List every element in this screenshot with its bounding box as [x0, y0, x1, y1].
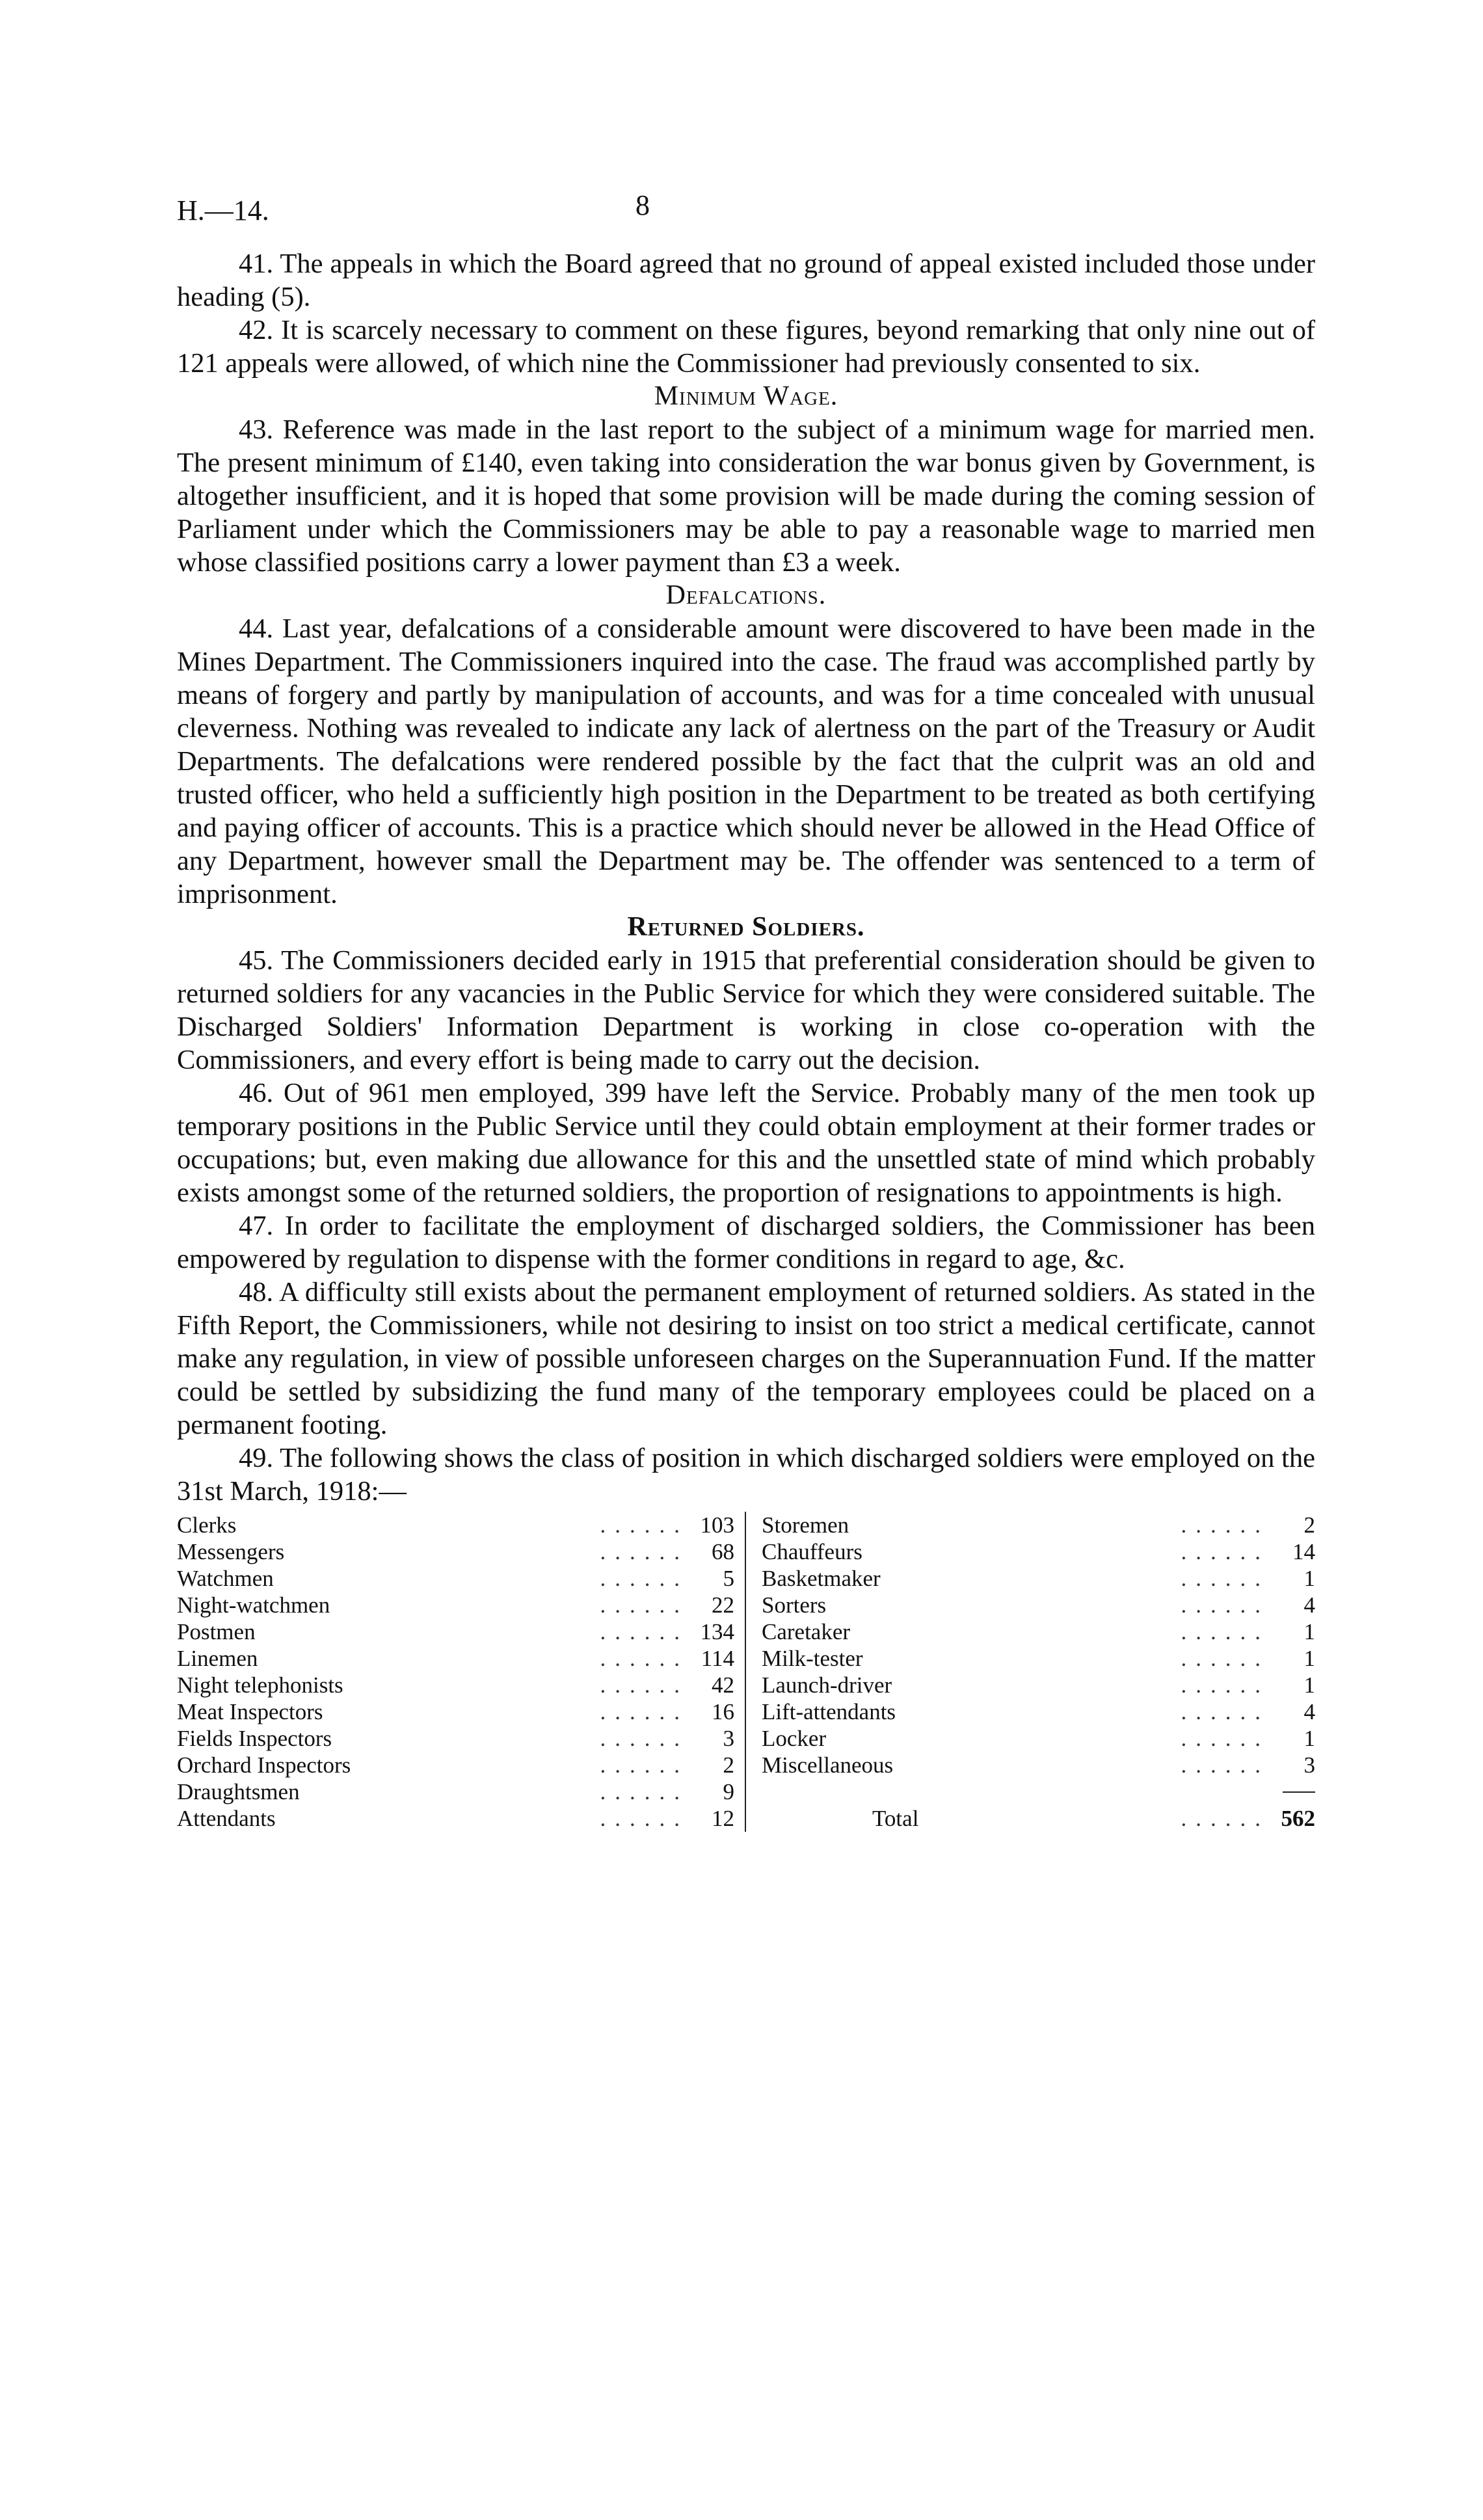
- table-row: [762, 1592, 1315, 1618]
- positions-table-right-column: [746, 1512, 1315, 1832]
- row-label: Basketmaker: [762, 1566, 881, 1591]
- leader-dots: ......: [1181, 1512, 1270, 1538]
- table-row: [177, 1565, 734, 1592]
- positions-table-left-column: [177, 1512, 746, 1832]
- heading-returned-soldiers: Returned Soldiers.: [627, 912, 865, 942]
- leader-dots: ......: [600, 1539, 689, 1564]
- paragraph-48: 48. A difficulty still exists about the permanent employment of returned soldiers. As stated in the Fifth Report, the Commissioners, while not desiring to insist on too strict a medical certificate, cannot make any regulation, in view of possible unforeseen charges on the Superannuation Fund. If the matter could be settled by subsidizing the fund many of the temporary employees could be placed on a permanent footing.: [177, 1277, 1315, 1440]
- table-row: [762, 1538, 1315, 1565]
- table-row: [762, 1752, 1315, 1778]
- row-value: 5: [723, 1566, 734, 1591]
- leader-dots: ......: [600, 1806, 689, 1831]
- row-label: Lift-attendants: [762, 1699, 896, 1724]
- heading-defalcations: Defalcations.: [665, 580, 827, 610]
- paragraph-41: 41. The appeals in which the Board agreed that no ground of appeal existed included those under heading (5).: [177, 248, 1315, 312]
- table-row: [762, 1672, 1315, 1698]
- table-row: [177, 1672, 734, 1698]
- table-row: [177, 1538, 734, 1565]
- table-row: [177, 1778, 734, 1805]
- table-row: [177, 1645, 734, 1672]
- row-value: 1: [1303, 1672, 1315, 1698]
- row-value: 1: [1303, 1726, 1315, 1751]
- leader-dots: ......: [1181, 1752, 1270, 1778]
- row-value: 9: [723, 1779, 734, 1804]
- paragraph-47: 47. In order to facilitate the employment of discharged soldiers, the Commissioner has been empowered by regulation to dispense with the former conditions in regard to age, &c.: [177, 1211, 1315, 1274]
- leader-dots: ......: [600, 1672, 689, 1698]
- row-label: Clerks: [177, 1512, 237, 1538]
- row-label: Orchard Inspectors: [177, 1752, 351, 1778]
- row-value: 12: [712, 1806, 734, 1831]
- total-row: [762, 1805, 1315, 1832]
- row-label: Chauffeurs: [762, 1539, 862, 1564]
- table-row: [177, 1698, 734, 1725]
- row-label: Night-watchmen: [177, 1592, 330, 1618]
- row-label: Draughtsmen: [177, 1779, 300, 1804]
- paragraph-44: 44. Last year, defalcations of a considerable amount were discovered to have been made in the Mines Department. The Commissioners inquired into the case. The fraud was accomplished partly by means of forgery and partly by manipulation of accounts, and was for a time concealed with unusual cleverness. Nothing was revealed to indicate any lack of alertness on the part of the Treasury or Audit Departments. The defalcations were rendered possible by the fact that the culprit was an old and trusted officer, who held a sufficiently high position in the Department to be treated as both certifying and paying officer of accounts. This is a practice which should never be allowed in the Head Office of any Department, however small the Department may be. The offender was sentenced to a term of imprisonment.: [177, 613, 1315, 909]
- total-value: 562: [1281, 1806, 1315, 1831]
- page-header: [177, 189, 1315, 247]
- table-row: [762, 1512, 1315, 1538]
- row-value: 4: [1303, 1699, 1315, 1724]
- row-label: Locker: [762, 1726, 827, 1751]
- heading-minimum-wage: Minimum Wage.: [654, 381, 838, 411]
- leader-dots: ......: [600, 1752, 689, 1778]
- row-value: 14: [1292, 1539, 1315, 1564]
- leader-dots: ......: [600, 1699, 689, 1724]
- document-reference: H.—14.: [177, 194, 269, 226]
- table-row: [762, 1645, 1315, 1672]
- row-label: Storemen: [762, 1512, 849, 1538]
- leader-dots: ......: [1181, 1646, 1270, 1671]
- page-number: 8: [635, 189, 650, 221]
- leader-dots: ......: [1181, 1726, 1270, 1751]
- paragraph-49: 49. The following shows the class of position in which discharged soldiers were employed on the 31st March, 1918:—: [177, 1443, 1315, 1507]
- positions-table: [177, 1512, 1315, 1832]
- leader-dots: ......: [1181, 1566, 1270, 1591]
- table-row: [177, 1592, 734, 1618]
- table-row: [177, 1752, 734, 1778]
- table-row: [177, 1725, 734, 1752]
- table-row: [762, 1565, 1315, 1592]
- row-label: Night telephonists: [177, 1672, 343, 1698]
- total-rule-line: [1283, 1791, 1315, 1793]
- row-label: Fields Inspectors: [177, 1726, 332, 1751]
- row-value: 22: [712, 1592, 734, 1618]
- leader-dots: ......: [600, 1566, 689, 1591]
- row-label: Meat Inspectors: [177, 1699, 323, 1724]
- row-label: Launch-driver: [762, 1672, 892, 1698]
- row-value: 2: [723, 1752, 734, 1778]
- leader-dots: ......: [600, 1779, 689, 1804]
- row-label: Messengers: [177, 1539, 285, 1564]
- row-value: 1: [1303, 1646, 1315, 1671]
- row-label: Caretaker: [762, 1619, 851, 1644]
- paragraph-45: 45. The Commissioners decided early in 1915 that preferential consideration should be given to returned soldiers for any vacancies in the Public Service for which they were considered suitable. The Discharged Soldiers' Information Department is working in close co-operation with the Commissioners, and every effort is being made to carry out the decision.: [177, 945, 1315, 1075]
- row-value: 68: [712, 1539, 734, 1564]
- table-row: [762, 1618, 1315, 1645]
- leader-dots: ......: [1181, 1699, 1270, 1724]
- leader-dots: ......: [1181, 1539, 1270, 1564]
- row-label: Watchmen: [177, 1566, 274, 1591]
- document-page: [177, 189, 1315, 1832]
- paragraph-46: 46. Out of 961 men employed, 399 have left the Service. Probably many of the men took up temporary positions in the Public Service until they could obtain employment at their former trades or occupations; but, even making due allowance for this and the unsettled state of mind which probably exists amongst some of the returned soldiers, the proportion of resignations to appointments is high.: [177, 1078, 1315, 1208]
- row-value: 3: [723, 1726, 734, 1751]
- row-value: 4: [1303, 1592, 1315, 1618]
- row-value: 103: [700, 1512, 734, 1538]
- table-row: [762, 1698, 1315, 1725]
- leader-dots: ......: [1181, 1592, 1270, 1618]
- row-value: 3: [1303, 1752, 1315, 1778]
- table-row: [177, 1512, 734, 1538]
- row-value: 134: [700, 1619, 734, 1644]
- row-label: Milk-tester: [762, 1646, 863, 1671]
- leader-dots: ......: [600, 1619, 689, 1644]
- leader-dots: ......: [1181, 1672, 1270, 1698]
- row-value: 114: [701, 1646, 734, 1671]
- row-label: Sorters: [762, 1592, 827, 1618]
- table-row: [177, 1805, 734, 1832]
- row-value: 1: [1303, 1566, 1315, 1591]
- table-row: [762, 1725, 1315, 1752]
- paragraph-43: 43. Reference was made in the last report to the subject of a minimum wage for married men. The present minimum of £140, even taking into consideration the war bonus given by Government, is altogether insufficient, and it is hoped that some provision will be made during the coming session of Parliament under which the Commissioners may be able to pay a reasonable wage to married men whose classified positions carry a lower payment than £3 a week.: [177, 414, 1315, 578]
- leader-dots: ......: [1181, 1619, 1270, 1644]
- leader-dots: ......: [1181, 1806, 1270, 1831]
- leader-dots: ......: [600, 1512, 689, 1538]
- row-label: Miscellaneous: [762, 1752, 894, 1778]
- total-label: Total: [872, 1806, 919, 1831]
- row-value: 2: [1303, 1512, 1315, 1538]
- paragraph-42: 42. It is scarcely necessary to comment on these figures, beyond remarking that only nine out of 121 appeals were allowed, of which nine the Commissioner had previously consented to six.: [177, 315, 1315, 379]
- row-label: Postmen: [177, 1619, 256, 1644]
- table-row: [177, 1618, 734, 1645]
- row-value: 42: [712, 1672, 734, 1698]
- row-label: Linemen: [177, 1646, 258, 1671]
- row-value: 16: [712, 1699, 734, 1724]
- row-value: 1: [1303, 1619, 1315, 1644]
- total-rule: [762, 1778, 1315, 1805]
- leader-dots: ......: [600, 1726, 689, 1751]
- leader-dots: ......: [600, 1592, 689, 1618]
- row-label: Attendants: [177, 1806, 276, 1831]
- leader-dots: ......: [600, 1646, 689, 1671]
